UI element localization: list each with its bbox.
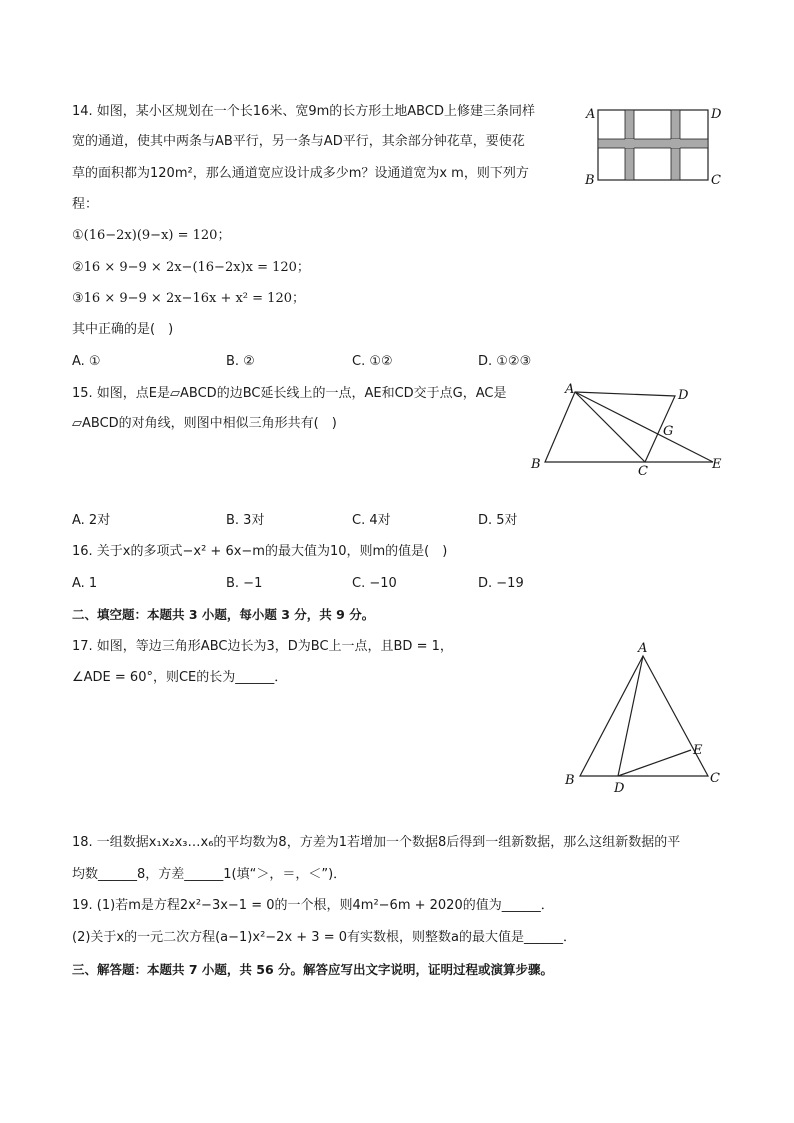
q17-label-d: D xyxy=(614,781,625,796)
q15-line-2: ▱ABCD的对角线，则图中相似三角形共有( ) xyxy=(72,416,337,431)
q17-label-e: E xyxy=(693,743,703,758)
q18-line-2: 均数______8，方差______1(填“＞，＝，＜”)． xyxy=(72,867,347,882)
q17-label-b: B xyxy=(565,773,575,788)
q17-triangle-figure xyxy=(560,640,730,800)
q14-option-b: B. ② xyxy=(226,354,255,369)
q15-label-a: A xyxy=(565,382,575,397)
q14-option-c: C. ①② xyxy=(352,354,393,369)
q17-line-1: 17. 如图，等边三角形ABC边长为3，D为BC上一点，且BD = 1， xyxy=(72,639,453,654)
q14-question: 其中正确的是( ) xyxy=(72,322,174,337)
q19-line-1: 19. (1)若m是方程2x²−3x−1 = 0的一个根，则4m²−6m + 2020的值为______． xyxy=(72,898,554,913)
q14-equation-2: ②16 × 9−9 × 2x−(16−2x)x = 120； xyxy=(72,260,310,275)
q16-option-c: C. −10 xyxy=(352,576,397,591)
q14-line-1: 14. 如图，某小区规划在一个长16米、宽9m的长方形土地ABCD上修建三条同样 xyxy=(72,104,535,119)
q18-line-1: 18. 一组数据x₁x₂x₃…x₆的平均数为8，方差为1若增加一个数据8后得到一组新数据，那么这组新数据的平 xyxy=(72,835,681,850)
q14-line-2: 宽的通道，使其中两条与AB平行，另一条与AD平行，其余部分钟花草，要使花 xyxy=(72,134,525,149)
q14-option-d: D. ①②③ xyxy=(478,354,532,369)
q14-option-a: A. ① xyxy=(72,354,101,369)
q14-label-c: C xyxy=(711,173,721,188)
q15-option-d: D. 5对 xyxy=(478,513,518,528)
q17-line-2: ∠ADE = 60°，则CE的长为______． xyxy=(72,670,288,685)
q15-label-e: E xyxy=(712,457,722,472)
q16-option-b: B. −1 xyxy=(226,576,263,591)
q14-line-3: 草的面积都为120m²，那么通道宽应设计成多少m？设通道宽为x m，则下列方 xyxy=(72,166,529,181)
q15-label-b: B xyxy=(531,457,541,472)
q15-option-b: B. 3对 xyxy=(226,513,265,528)
section-3-heading: 三、解答题：本题共 7 小题，共 56 分。解答应写出文字说明，证明过程或演算步骤。 xyxy=(72,962,554,977)
q19-line-2: (2)关于x的一元二次方程(a−1)x²−2x + 3 = 0有实数根，则整数a的最大值是______． xyxy=(72,930,576,945)
q15-option-c: C. 4对 xyxy=(352,513,391,528)
q15-label-g: G xyxy=(663,424,674,439)
section-2-heading: 二、填空题：本题共 3 小题，每小题 3 分，共 9 分。 xyxy=(72,607,375,622)
q14-label-a: A xyxy=(586,107,596,122)
q17-label-c: C xyxy=(710,771,720,786)
q16-option-d: D. −19 xyxy=(478,576,524,591)
q14-label-d: D xyxy=(711,107,722,122)
q15-label-d: D xyxy=(678,388,689,403)
q16-line-1: 16. 关于x的多项式−x² + 6x−m的最大值为10，则m的值是( ) xyxy=(72,544,448,559)
q14-equation-1: ①(16−2x)(9−x) = 120； xyxy=(72,228,231,243)
q14-label-b: B xyxy=(585,173,595,188)
q17-label-a: A xyxy=(638,641,648,656)
q16-option-a: A. 1 xyxy=(72,576,98,591)
q14-rectangle-figure xyxy=(580,102,725,192)
q15-parallelogram-figure xyxy=(525,380,730,480)
q15-label-c: C xyxy=(638,464,648,479)
q15-option-a: A. 2对 xyxy=(72,513,111,528)
q14-equation-3: ③16 × 9−9 × 2x−16x + x² = 120； xyxy=(72,291,305,306)
q15-line-1: 15. 如图，点E是▱ABCD的边BC延长线上的一点，AE和CD交于点G，AC是 xyxy=(72,386,507,401)
q14-line-4: 程： xyxy=(72,197,99,212)
